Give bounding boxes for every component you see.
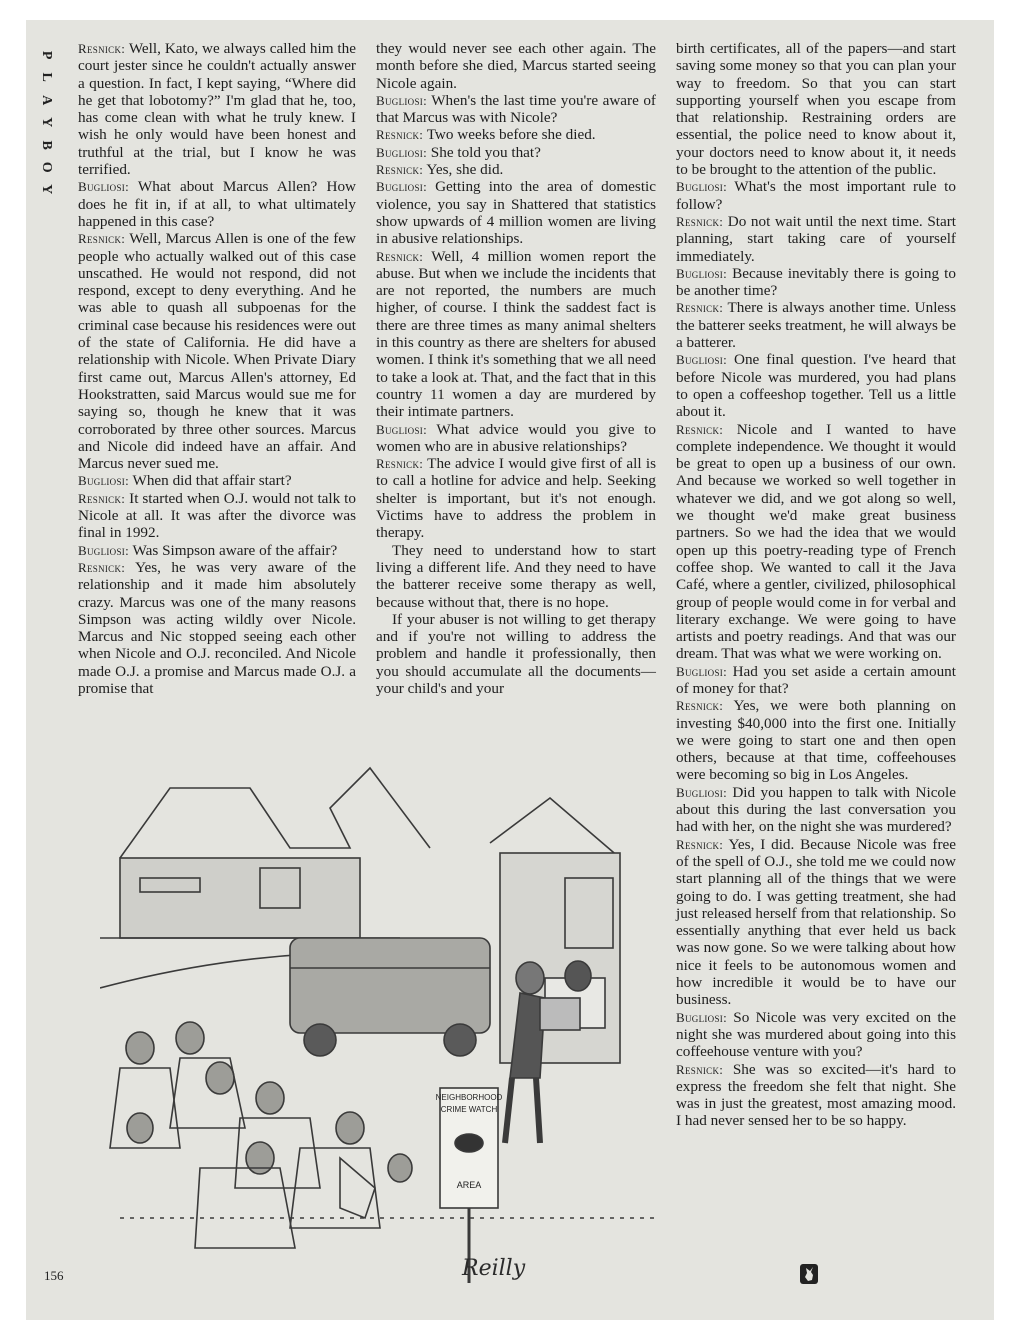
interview-paragraph (78, 559, 356, 697)
interview-paragraph (676, 663, 956, 698)
interview-paragraph (78, 40, 356, 178)
text-column-1 (78, 40, 356, 697)
paragraph-text: What advice would you give to women who are in abusive relationships? (376, 420, 656, 455)
paragraph-text: Had you set aside a certain amount of money for that? (676, 662, 956, 697)
playboy-bunny-logo-icon (800, 1264, 818, 1284)
paragraph-text: What about Marcus Allen? How does he fit in, if at all, to what ultimately happened in this case? (78, 178, 356, 230)
interview-paragraph (376, 542, 656, 611)
interview-paragraph (376, 248, 656, 421)
paragraph-text: One final question. I've heard that before Nicole was murdered, you had plans to open a coffeeshop together. Tell us a little about it. (676, 351, 956, 421)
running-head-letter: O (39, 161, 55, 173)
speaker-label: Bugliosi: (376, 144, 427, 160)
speaker-label: Bugliosi: (676, 179, 727, 195)
speaker-label: Resnick: (676, 836, 724, 852)
speaker-label: Resnick: (376, 162, 424, 178)
paragraph-text: There is always another time. Unless the batterer seeks treatment, he will always be a batterer. (676, 299, 957, 352)
paragraph-text: They need to understand how to start living a different life. And they need to have the batterer receive some therapy as well, because without that, there is no hope. (376, 541, 656, 611)
paragraph-text: Yes, we were both planning on investing $40,000 into the first one. Initially we were going to start one and then open others, because at that time, coffeehouses were becoming so big in Los Angeles. (676, 697, 956, 784)
speaker-label: Bugliosi: (376, 179, 427, 195)
speaker-label: Resnick: (376, 456, 424, 472)
speaker-label: Bugliosi: (676, 265, 727, 281)
interview-paragraph (676, 1061, 956, 1130)
text-column-3 (676, 40, 956, 1130)
paragraph-text: It started when O.J. would not talk to Nicole at all. It was after the divorce was final in 1992. (78, 489, 356, 542)
paragraph-text: Well, Marcus Allen is one of the few people who actually walked out of this case unscathed. He would not respond, did not respond, except to deny everything. And he was able to quash all subpoenas for the criminal case because his residences were out of the state of California. He did have a relationship with Nicole. When Private Diary first came out, Marcus Allen's attorney, Ed Hookstratten, said Marcus would sue me for saying so, though he knew that it was corroborated by three other sources. Marcus and Nicole did indeed have an affair. And Marcus never sued me. (78, 230, 356, 473)
interview-paragraph (376, 92, 656, 127)
paragraph-text: When's the last time you're aware of that Marcus was with Nicole? (376, 91, 656, 127)
paragraph-text: Well, 4 million women report the abuse. But when we include the incidents that are not reported, the numbers are much higher, of course. I think the saddest fact is there are three times as many animal shelters in this country as there are shelters for abused women. I think it's something that we all need to take a look at. That, and the fact that in this country 11 women a day are murdered by their intimate partners. (376, 247, 656, 421)
interview-paragraph (676, 178, 956, 213)
speaker-label: Bugliosi: (676, 663, 727, 679)
paragraph-text: birth certificates, all of the papers—and start saving some money so that you can plan your way to freedom. So that you can start supporting yourself when you escape from that relationship. Restraining orders are essential, the police need to know about it, your doctors need to know about it, it needs to be brought to the attention of the public. (676, 40, 956, 179)
interview-paragraph (376, 421, 656, 456)
speaker-label: Resnick: (78, 490, 126, 506)
text-column-2 (376, 40, 656, 697)
speaker-label: Bugliosi: (676, 784, 727, 800)
paragraph-text: Two weeks before she died. (423, 126, 596, 144)
paragraph-text: So Nicole was very excited on the night she was murdered about going into this coffeehouse venture with you? (676, 1008, 956, 1061)
paragraph-text: Well, Kato, we always called him the court jester since he couldn't actually answer a question. In fact, I kept saying, “Where did he get that lobotomy?” I'm glad that he, too, has come clean with what he truly knew. I wish he only would have been honest and truthful at the trial, but I know he was terrified. (78, 40, 356, 179)
interview-paragraph (78, 472, 356, 489)
paragraph-text: Getting into the area of domestic violence, you say in Shattered that statistics show upwards of 4 million women are living in abusive relationships. (376, 178, 656, 248)
paragraph-text: If your abuser is not willing to get therapy and if you're not willing to address the problem and handle it professionally, then you should accumulate all the documents—your child's and your (376, 610, 656, 697)
interview-paragraph (78, 178, 356, 230)
paragraph-text: Was Simpson aware of the affair? (128, 541, 338, 559)
paragraph-text: they would never see each other again. The month before she died, Marcus started seeing Nicole again. (376, 40, 656, 92)
cartoonist-signature: Reilly (462, 1256, 526, 1281)
interview-paragraph (676, 697, 956, 783)
paragraph-text: Yes, he was very aware of the relationship and it made him absolutely crazy. Marcus was one of the many reasons Simpson was acting wildly over Nicole. Marcus and Nic stopped seeing each other when Nicole and O.J. reconciled. And Nicole made O.J. a promise and Marcus made O.J. a promise that (78, 558, 356, 697)
speaker-label: Bugliosi: (676, 352, 727, 368)
running-head-letter: P (39, 50, 55, 60)
paragraph-text: Do not wait until the next time. Start planning, start taking care of yourself immediately. (676, 212, 956, 265)
interview-paragraph (676, 784, 956, 836)
paragraph-text: Nicole and I wanted to have complete independence. We thought it would be great to open up a business of our own. And because we worked so well together in whatever we did, and we got along so well, we thought we'd make great business partners. So we had the idea that we would open up this poetry-reading type of French coffee shop. We wanted to call it the Java Café, where a gentler, civilized, philosophical group of people would come in for verbal and literary exchange. We were going to have artists and poetry readings. And that was our dream. That was what we were working on. (676, 420, 956, 663)
interview-paragraph (676, 836, 956, 1009)
speaker-label: Bugliosi: (676, 1009, 727, 1025)
sign-text-area: AREA (456, 1180, 482, 1190)
paragraph-text: When did that affair start? (128, 472, 292, 490)
interview-paragraph (676, 299, 956, 351)
speaker-label: Bugliosi: (376, 92, 427, 108)
speaker-label: Resnick: (376, 127, 424, 143)
interview-paragraph (376, 178, 656, 247)
speaker-label: Resnick: (676, 213, 724, 229)
paragraph-text: Did you happen to talk with Nicole about this during the last conversation you had with her, on the night she was murdered? (676, 783, 956, 836)
paragraph-text: What's the most important rule to follow? (676, 178, 956, 213)
interview-paragraph (676, 351, 956, 420)
cartoon-illustration (100, 748, 660, 1288)
speaker-label: Resnick: (376, 248, 424, 264)
interview-paragraph (78, 490, 356, 542)
running-head-letter: L (39, 72, 55, 83)
speaker-label: Resnick: (676, 1061, 724, 1077)
interview-paragraph (376, 455, 656, 541)
interview-paragraph (376, 40, 656, 92)
interview-paragraph (376, 611, 656, 697)
interview-paragraph (676, 1009, 956, 1061)
speaker-label: Resnick: (78, 559, 126, 575)
paragraph-text: She told you that? (426, 143, 541, 161)
page-number: 156 (44, 1268, 64, 1283)
sign-text-crime-watch: CRIME WATCH (440, 1105, 498, 1114)
interview-paragraph (78, 542, 356, 559)
interview-paragraph (376, 161, 656, 178)
interview-paragraph (676, 213, 956, 265)
interview-paragraph (676, 40, 956, 178)
speaker-label: Bugliosi: (78, 473, 129, 489)
speaker-label: Resnick: (676, 698, 724, 714)
speaker-label: Bugliosi: (78, 542, 129, 558)
sign-text-neighborhood: NEIGHBORHOOD (435, 1093, 503, 1102)
interview-paragraph (376, 144, 656, 161)
speaker-label: Bugliosi: (78, 179, 129, 195)
speaker-label: Bugliosi: (376, 421, 427, 437)
paragraph-text: Yes, I did. Because Nicole was free of the spell of O.J., she told me we could now start planning all of the things that we were going to do. I was getting treatment, she had just released herself from that relationship. So essentially anything that ever held us back was now gone. So we were talking about how nice it feels to be autonomous women and how incredible it would be to have our business. (676, 835, 956, 1009)
speaker-label: Resnick: (78, 41, 126, 56)
interview-paragraph (676, 421, 956, 663)
paragraph-text: She was so excited—it's hard to express the freedom she felt that night. She was in just the greatest, most amazing mood. I had never sensed her to be so happy. (676, 1060, 956, 1130)
running-head-letter: Y (39, 117, 55, 128)
speaker-label: Resnick: (676, 421, 724, 437)
paragraph-text: The advice I would give first of all is to call a hotline for advice and help. Seeking shelter is important, but it's not enough. Victims have to address the problem in therapy. (376, 455, 656, 542)
magazine-running-head (38, 44, 78, 201)
paragraph-text: Yes, she did. (423, 161, 504, 179)
running-head-letter: B (39, 140, 55, 150)
interview-paragraph (78, 230, 356, 472)
interview-paragraph (676, 265, 956, 300)
running-head-letter: A (39, 94, 55, 106)
interview-paragraph (376, 126, 656, 143)
speaker-label: Resnick: (78, 231, 126, 247)
running-head-letter: Y (39, 184, 55, 195)
speaker-label: Resnick: (676, 300, 724, 316)
paragraph-text: Because inevitably there is going to be another time? (676, 264, 956, 300)
